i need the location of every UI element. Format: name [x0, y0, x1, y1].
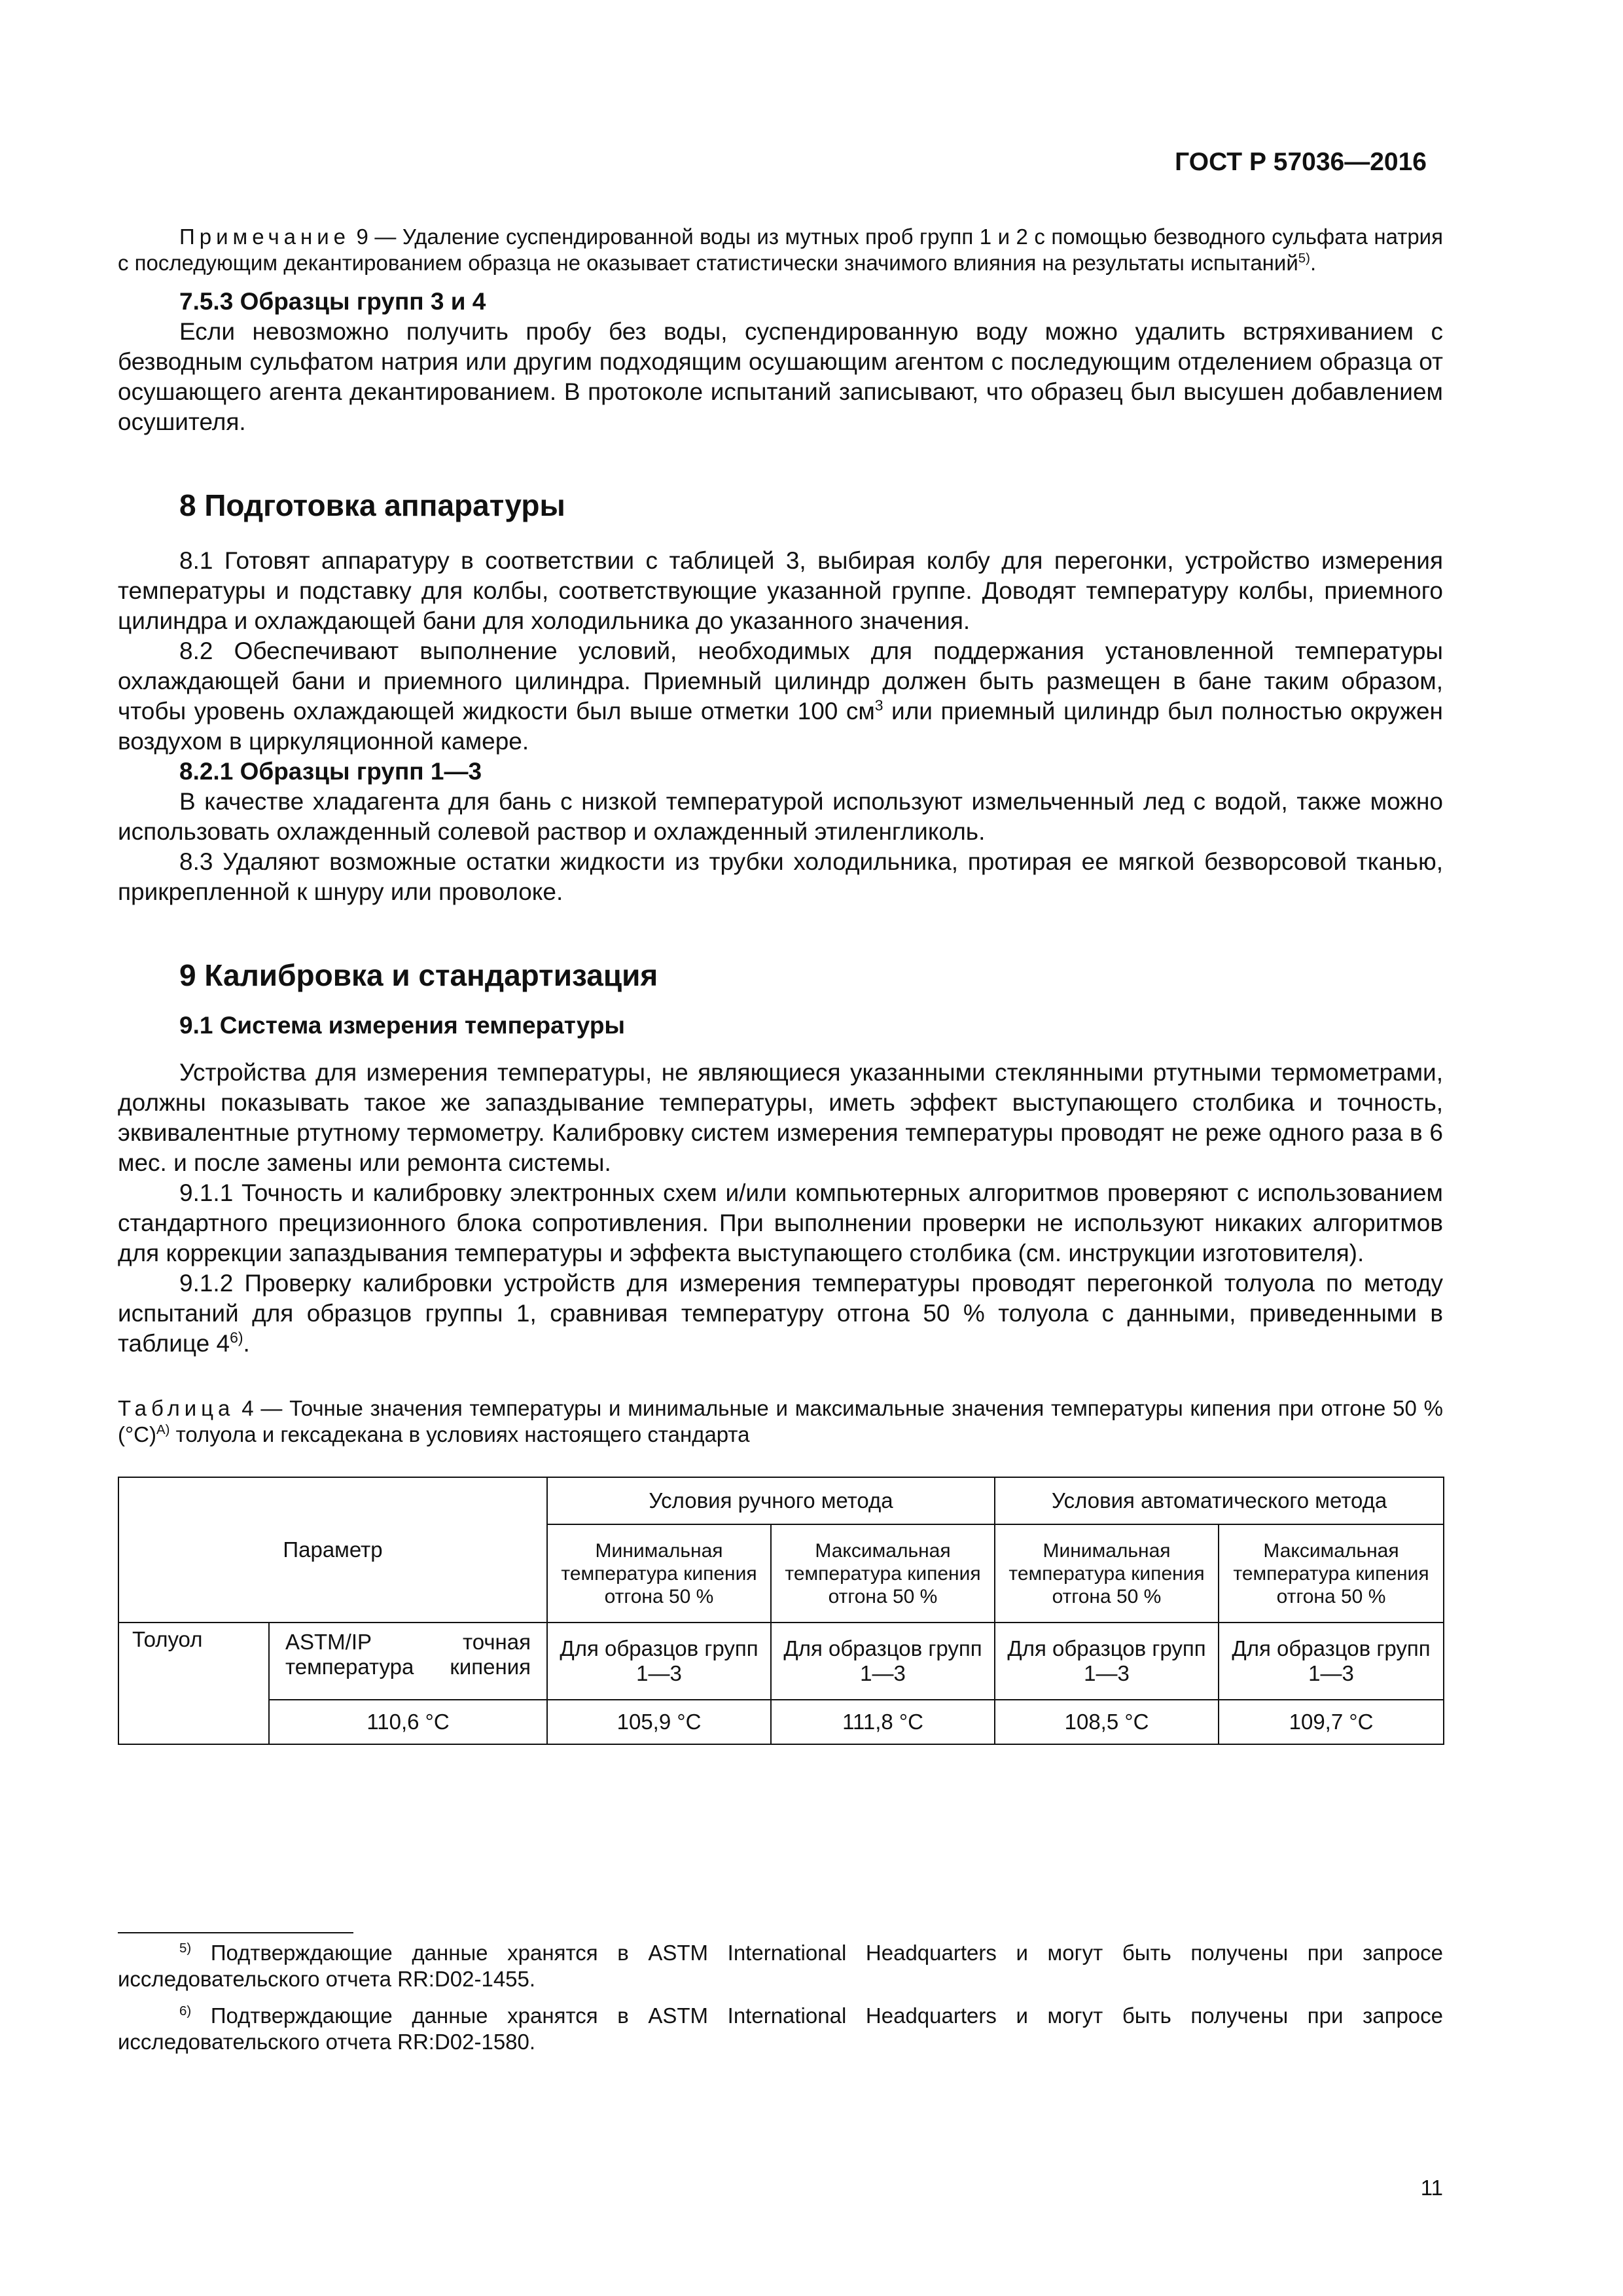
cell-groups: Для образцов групп 1—3 — [1219, 1623, 1444, 1700]
cell-groups: Для образцов групп 1—3 — [547, 1623, 771, 1700]
cell-groups: Для образцов групп 1—3 — [771, 1623, 995, 1700]
subsection-title: 9.1 Система измерения температуры — [179, 1012, 626, 1039]
paragraph: 8.1 Готовят аппаратуру в соответствии с таблицей 3, выбирая колбу для перегонки, устройство измерения температуры и подставку для колбы, соответствующие указанной группе. Доводят температуру колбы, приемного цилиндра и охлаждающей бани для холодильника до указанного значения. — [118, 547, 1443, 634]
cell-astm-label: ASTM/IP точная температура кипения — [269, 1623, 547, 1700]
paragraph: 8.3 Удаляют возможные остатки жидкости из трубки холодильника, протирая ее мягкой безворсовой тканью, прикрепленной к шнуру или проволоке. — [118, 848, 1443, 905]
cell-value: 110,6 °C — [269, 1700, 547, 1744]
header-auto-method: Условия автоматического метода — [995, 1477, 1444, 1524]
paragraph: Если невозможно получить пробу без воды, суспендированную воду можно удалить встряхиванием с безводным сульфатом натрия или другим подходящим осушающим агентом с последующим отделением образца от осушающего агента декантированием. В протоколе испытаний записывают, что образец был высушен добавлением осушителя. — [118, 318, 1443, 435]
table-4 — [118, 1477, 1444, 1745]
subsection-title: 8.2.1 Образцы групп 1—3 — [179, 758, 482, 785]
paragraph: Устройства для измерения температуры, не являющиеся указанными стеклянными ртутными термометрами, должны показывать такое же запаздывание температуры, иметь эффект выступающего столбика и точность, эквивалентные ртутному термометру. Калибровку систем измерения температуры проводят не реже одного раза в 6 мес. и после замены или ремонта системы. — [118, 1059, 1443, 1176]
page-content — [118, 224, 1443, 1745]
paragraph-end: . — [243, 1330, 250, 1357]
caption-text: толуола и гексадекана в условиях настоящего стандарта — [169, 1422, 750, 1446]
section-heading: 8 Подготовка аппаратуры — [179, 488, 565, 522]
footnote-separator — [118, 1932, 353, 1933]
paragraph: В качестве хладагента для бань с низкой температурой используют измельченный лед с водой, также можно использовать охлажденный солевой раствор и охлажденный этиленгликоль. — [118, 788, 1443, 845]
header-manual-max: Максимальная температура кипения отгона 50 % — [771, 1524, 995, 1623]
paragraph: 9.1.1 Точность и калибровку электронных схем и/или компьютерных алгоритмов проверяют с использованием стандартного прецизионного блока сопротивления. При выполнении проверки не используют никаких алгоритмов для коррекции запаздывания температуры и эффекта выступающего столбика (см. инструкции изготовителя). — [118, 1179, 1443, 1266]
cell-value: 105,9 °C — [547, 1700, 771, 1744]
page-number: 11 — [1420, 2176, 1443, 2200]
cell-value: 111,8 °C — [771, 1700, 995, 1744]
header-manual-method: Условия ручного метода — [547, 1477, 995, 1524]
note-label: Примечание — [179, 224, 351, 249]
paragraph-text: или приемный цилиндр был полностью окружен воздухом в циркуляционной камере. — [118, 698, 1443, 755]
footnote-mark: 5) — [179, 1941, 192, 1956]
caption-ref: A) — [156, 1422, 170, 1437]
subsection-title: 7.5.3 Образцы групп 3 и 4 — [179, 288, 486, 315]
footnotes — [118, 1940, 1443, 2066]
paragraph — [118, 1268, 1443, 1359]
section-heading: 9 Калибровка и стандартизация — [179, 958, 658, 992]
header-parameter: Параметр — [118, 1477, 547, 1623]
note-9 — [118, 224, 1443, 276]
cell-value: 109,7 °C — [1219, 1700, 1444, 1744]
footnote-ref: 6) — [230, 1329, 243, 1346]
footnote — [118, 1940, 1443, 1992]
footnote-text: Подтверждающие данные хранятся в ASTM International Headquarters и могут быть получены при запросе исследовательского отчета RR:D02-1455. — [118, 1941, 1443, 1991]
footnote-text: Подтверждающие данные хранятся в ASTM International Headquarters и могут быть получены при запросе исследовательского отчета RR:D02-1580. — [118, 2003, 1443, 2054]
footnote-ref: 5) — [1298, 251, 1310, 266]
footnote-mark: 6) — [179, 2003, 192, 2018]
header-auto-min: Минимальная температура кипения отгона 50 % — [995, 1524, 1219, 1623]
caption-text: 4 — Точные значения температуры и минимальные и максимальные значения температуры кипения при отгоне 50 % (°C) — [118, 1396, 1443, 1446]
cell-value: 108,5 °C — [995, 1700, 1219, 1744]
header-manual-min: Минимальная температура кипения отгона 50 % — [547, 1524, 771, 1623]
paragraph-text: 9.1.2 Проверку калибровки устройств для измерения температуры проводят перегонкой толуола по методу испытаний для образцов группы 1, сравнивая температуру отгона 50 % толуола с данными, приведенными в таблице 4 — [118, 1270, 1443, 1357]
note-text: 9 — Удаление суспендированной воды из мутных проб групп 1 и 2 с помощью безводного сульфата натрия с последующим декантированием образца не оказывает статистически значимого влияния на результаты испытаний — [118, 224, 1443, 275]
paragraph-text: 8.2 Обеспечивают выполнение условий, необходимых для поддержания установленной температуры охлаждающей бани и приемного цилиндра. Приемный цилиндр должен быть размещен в бане таким образом, чтобы уровень охлаждающей жидкости был выше отметки 100 см — [118, 637, 1443, 725]
footnote — [118, 2003, 1443, 2055]
table-caption — [118, 1395, 1443, 1448]
superscript: 3 — [874, 696, 883, 714]
caption-label: Таблица — [118, 1396, 235, 1420]
standard-code: ГОСТ Р 57036—2016 — [1175, 148, 1427, 176]
row-label-toluene: Толуол — [118, 1623, 269, 1744]
paragraph — [118, 636, 1443, 757]
cell-groups: Для образцов групп 1—3 — [995, 1623, 1219, 1700]
note-end: . — [1310, 251, 1317, 275]
header-auto-max: Максимальная температура кипения отгона 50 % — [1219, 1524, 1444, 1623]
